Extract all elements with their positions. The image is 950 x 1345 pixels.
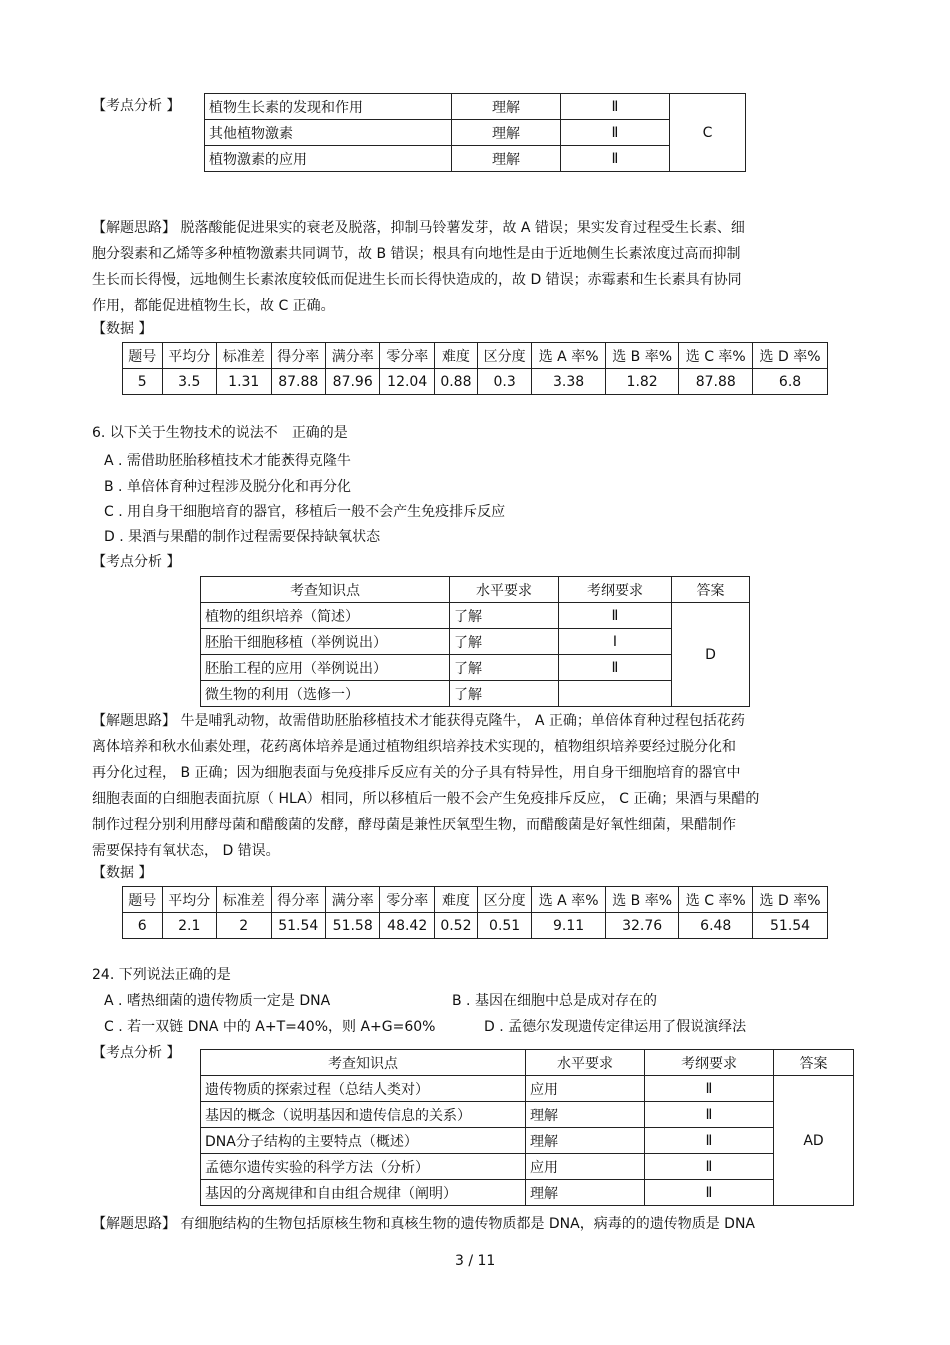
question-24-option-d: D . 孟德尔发现遗传定律运用了假说演绎法 [484,1019,747,1035]
table-header: 选 B 率% [605,343,679,369]
question-6-option-c: C . 用自身干细胞培育的器官，移植后一般不会产生免疫排斥反应 [104,504,506,520]
table-row [201,681,750,707]
table-cell: 1.31 [217,369,271,395]
table-header: 选 D 率% [753,343,828,369]
table-cell: 理解 [526,1102,645,1128]
table-cell: 理解 [526,1180,645,1206]
table-header-row [201,1050,854,1076]
table-cell: 5 [123,369,163,395]
knowledge-table-3 [200,1049,854,1206]
question-6-stem-b: 正确的是 [291,425,348,441]
table-header: 满分率 [325,887,379,913]
table-header: 区分度 [477,887,531,913]
section-tag-analysis-3: 【考点分析 】 [92,1045,181,1061]
table-cell: 了解 [450,655,559,681]
table-cell: 3.5 [162,369,216,395]
question-6-option-d: D . 果酒与果醋的制作过程需要保持缺氧状态 [104,529,381,545]
table-row [205,120,746,146]
table-header: 考纲要求 [559,577,672,603]
table-cell: 9.11 [532,913,606,939]
question-6-stem-a: 6. 以下关于生物技术的说法不 [92,425,278,441]
table-header: 答案 [774,1050,854,1076]
table-cell: 0.88 [434,369,477,395]
table-row [201,629,750,655]
table-row [201,1180,854,1206]
table-cell: 理解 [526,1128,645,1154]
table-cell: 0.52 [434,913,477,939]
table-header: 答案 [672,577,750,603]
solution-line: 生长而长得慢，远地侧生长素浓度较低而促进生长而长得快造成的，故 D 错误；赤霉素和生长素具有协同 [92,272,742,288]
table-header: 平均分 [162,343,216,369]
solution-line: 【解题思路】 牛是哺乳动物，故需借助胚胎移植技术才能获得克隆牛， A 正确；单倍体育种过程包括花药 [92,713,745,729]
solution-line: 制作过程分别利用酵母菌和醋酸菌的发酵，酵母菌是兼性厌氧型生物，而醋酸菌是好氧性细菌，果醋制作 [92,817,736,833]
table-cell: 孟德尔遗传实验的科学方法（分析） [201,1154,526,1180]
table-cell: 基因的概念（说明基因和遗传信息的关系） [201,1102,526,1128]
solution-paragraph-1 [92,215,745,319]
table-row [201,1076,854,1102]
table-header: 水平要求 [526,1050,645,1076]
section-tag-analysis-2: 【考点分析 】 [92,554,181,570]
table-header-row [201,577,750,603]
table-cell: 6 [123,913,163,939]
answer-cell: AD [774,1076,854,1206]
table-cell: 48.42 [380,913,434,939]
table-cell: 2.1 [162,913,216,939]
table-cell: 基因的分离规律和自由组合规律（阐明） [201,1180,526,1206]
table-cell: Ⅱ [645,1076,774,1102]
table-cell: Ⅱ [559,603,672,629]
table-cell: 51.54 [753,913,828,939]
table-header: 标准差 [217,887,271,913]
table-cell: 遗传物质的探索过程（总结人类对） [201,1076,526,1102]
table-row [201,655,750,681]
table-cell: 87.88 [679,369,753,395]
table-cell: 胚胎干细胞移植（举例说出） [201,629,450,655]
table-header: 得分率 [271,343,325,369]
table-cell: 了解 [450,603,559,629]
table-cell: 87.88 [271,369,325,395]
table-cell: 其他植物激素 [205,120,452,146]
page-number: 3 / 11 [455,1253,496,1269]
table-row [201,1154,854,1180]
solution-paragraph-2 [92,708,759,864]
table-header-row [123,343,828,369]
table-cell: 应用 [526,1154,645,1180]
solution-line: 离体培养和秋水仙素处理，花药离体培养是通过植物组织培养技术实现的，植物组织培养要经过脱分化和 [92,739,736,755]
table-cell: 2 [217,913,271,939]
table-cell: DNA分子结构的主要特点（概述） [201,1128,526,1154]
table-cell: 了解 [450,629,559,655]
table-cell: 植物生长素的发现和作用 [205,94,452,120]
table-header: 选 D 率% [753,887,828,913]
question-24-option-a: A . 嗜热细菌的遗传物质一定是 DNA [104,993,331,1009]
table-cell: 理解 [452,120,561,146]
solution-line: 【解题思路】 脱落酸能促进果实的衰老及脱落，抑制马铃薯发芽，故 A 错误；果实发育过程受生长素、细 [92,220,745,236]
table-cell: 理解 [452,94,561,120]
table-cell: 51.58 [325,913,379,939]
table-cell: Ⅱ [561,146,670,172]
table-header: 选 C 率% [679,343,753,369]
solution-line: 需要保持有氧状态， D 错误。 [92,843,280,859]
table-header: 得分率 [271,887,325,913]
table-row [205,94,746,120]
question-6-option-a: A . 需借助胚胎移植技术才能获得克隆牛 [104,453,351,469]
table-row [123,369,828,395]
table-header: 考查知识点 [201,577,450,603]
table-header: 难度 [434,343,477,369]
table-header: 区分度 [477,343,531,369]
section-tag-data-1: 【数据 】 [92,321,153,337]
stats-table-2 [122,886,828,939]
table-header: 零分率 [380,887,434,913]
table-cell: 32.76 [605,913,679,939]
table-cell: 微生物的利用（选修一） [201,681,450,707]
table-header: 平均分 [162,887,216,913]
table-cell: 0.3 [477,369,531,395]
table-cell: 6.48 [679,913,753,939]
table-cell: 应用 [526,1076,645,1102]
solution-line: 细胞表面的白细胞表面抗原（ HLA）相同，所以移植后一般不会产生免疫排斥反应， C 正确；果酒与果醋的 [92,791,760,807]
knowledge-table-2 [200,576,750,707]
table-header: 选 A 率% [532,887,606,913]
question-24-option-b: B . 基因在细胞中总是成对存在的 [452,993,657,1009]
question-6-option-b: B . 单倍体育种过程涉及脱分化和再分化 [104,479,351,495]
table-row [201,1102,854,1128]
table-cell: Ⅱ [645,1102,774,1128]
table-header: 选 A 率% [532,343,606,369]
table-header: 题号 [123,343,163,369]
table-cell: 1.82 [605,369,679,395]
table-cell: 87.96 [325,369,379,395]
table-cell: 0.51 [477,913,531,939]
table-cell: Ⅱ [645,1154,774,1180]
table-header: 满分率 [325,343,379,369]
table-cell: Ⅱ [561,94,670,120]
table-cell: 胚胎工程的应用（举例说出） [201,655,450,681]
section-tag-analysis-1: 【考点分析 】 [92,98,181,114]
table-cell: Ⅱ [645,1180,774,1206]
question-6-stem [92,424,348,442]
question-24-stem: 24. 下列说法正确的是 [92,967,231,983]
table-header: 难度 [434,887,477,913]
table-cell: 51.54 [271,913,325,939]
table-cell: Ⅰ [559,629,672,655]
table-header: 考纲要求 [645,1050,774,1076]
solution-line-3: 【解题思路】 有细胞结构的生物包括原核生物和真核生物的遗传物质都是 DNA，病毒的的遗传物质是 DNA [92,1216,756,1232]
table-cell: Ⅱ [645,1128,774,1154]
table-cell: Ⅱ [561,120,670,146]
table-header: 标准差 [217,343,271,369]
table-cell: 植物激素的应用 [205,146,452,172]
table-header: 零分率 [380,343,434,369]
table-cell: 了解 [450,681,559,707]
table-row [205,146,746,172]
table-row [201,1128,854,1154]
table-cell: 3.38 [532,369,606,395]
table-cell: 12.04 [380,369,434,395]
table-header: 题号 [123,887,163,913]
solution-line: 胞分裂素和乙烯等多种植物激素共同调节，故 B 错误；根具有向地性是由于近地侧生长素浓度过高而抑制 [92,246,741,262]
table-row [201,603,750,629]
table-header: 选 B 率% [605,887,679,913]
question-24-option-c: C . 若一双链 DNA 中的 A+T=40%，则 A+G=60% [104,1019,436,1035]
table-cell: 理解 [452,146,561,172]
solution-line: 作用，都能促进植物生长，故 C 正确。 [92,298,335,314]
table-header: 考查知识点 [201,1050,526,1076]
table-row [123,913,828,939]
table-header-row [123,887,828,913]
table-header: 水平要求 [450,577,559,603]
table-header: 选 C 率% [679,887,753,913]
answer-cell: D [672,603,750,707]
answer-cell: C [670,94,746,172]
table-cell [559,681,672,707]
table-cell: 6.8 [753,369,828,395]
table-cell: Ⅱ [559,655,672,681]
table-cell: 植物的组织培养（简述） [201,603,450,629]
solution-line: 再分化过程， B 正确；因为细胞表面与免疫排斥反应有关的分子具有特异性，用自身干细胞培育的器官中 [92,765,741,781]
stats-table-1 [122,342,828,395]
section-tag-data-2: 【数据 】 [92,865,153,881]
knowledge-table-1 [204,93,746,172]
